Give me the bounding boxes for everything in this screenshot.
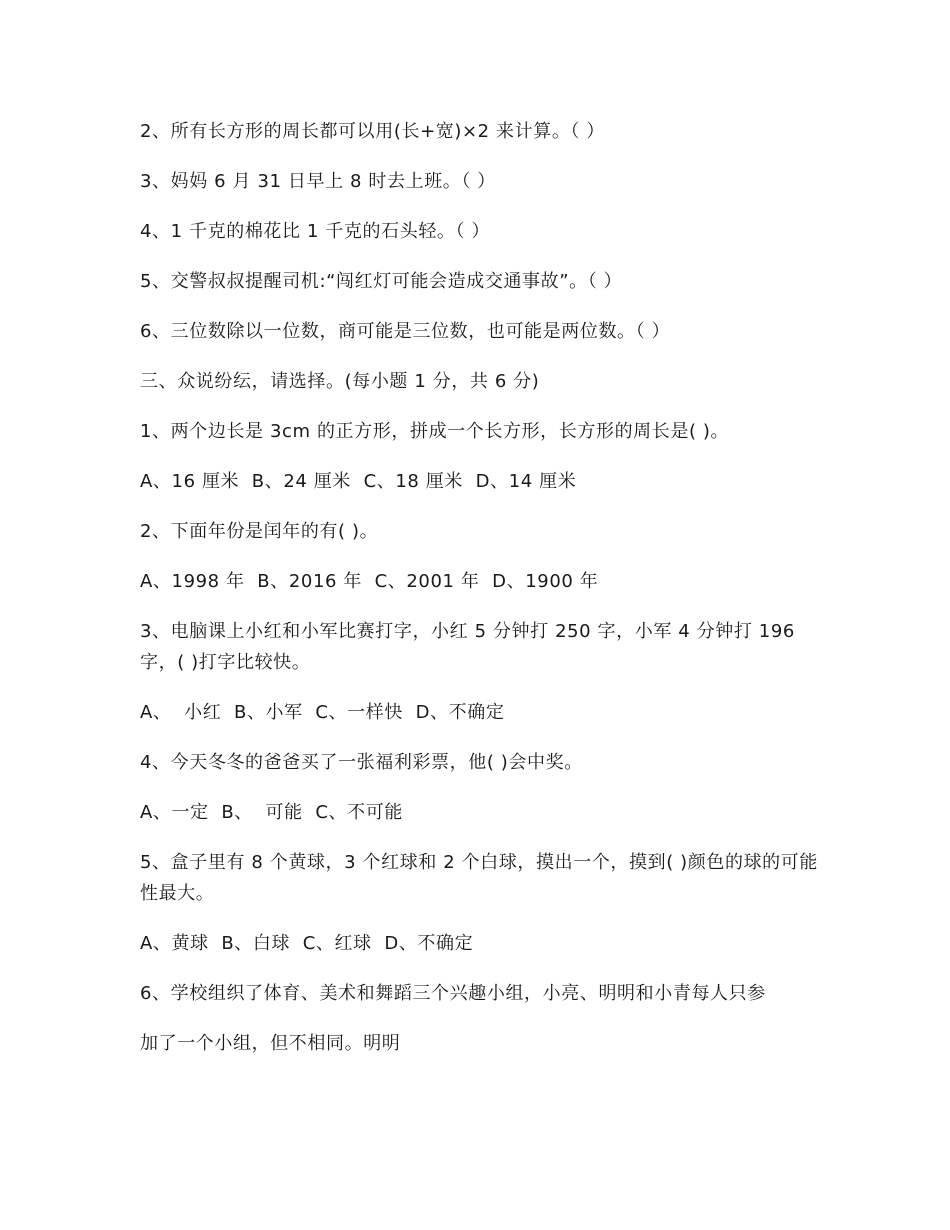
choice-options-3: A、 小红 B、小军 C、一样快 D、不确定 (140, 702, 505, 723)
choice-question-3: 3、电脑课上小红和小军比赛打字，小红 5 分钟打 250 字，小军 4 分钟打 196 字，( )打字比较快。 (140, 621, 802, 673)
choice-question-5: 5、盒子里有 8 个黄球，3 个红球和 2 个白球，摸出一个，摸到( )颜色的球的可能性最大。 (140, 852, 818, 904)
choice-options-4: A、一定 B、 可能 C、不可能 (140, 802, 403, 823)
judgement-item-6: 6、三位数除以一位数，商可能是三位数，也可能是两位数。（ ） (140, 321, 671, 342)
section-heading-choice: 三、众说纷纭，请选择。(每小题 1 分，共 6 分) (140, 371, 540, 392)
choice-question-6-continued: 加了一个小组，但不相同。明明 (140, 1033, 401, 1054)
judgement-item-5: 5、交警叔叔提醒司机:“闯红灯可能会造成交通事故”。（ ） (140, 271, 623, 292)
choice-options-5: A、黄球 B、白球 C、红球 D、不确定 (140, 933, 474, 954)
judgement-item-4: 4、1 千克的棉花比 1 千克的石头轻。（ ） (140, 221, 491, 242)
judgement-item-3: 3、妈妈 6 月 31 日早上 8 时去上班。（ ） (140, 171, 496, 192)
judgement-item-2: 2、所有长方形的周长都可以用(长+宽)×2 来计算。（ ） (140, 121, 605, 142)
choice-options-1: A、16 厘米 B、24 厘米 C、18 厘米 D、14 厘米 (140, 471, 577, 492)
choice-options-2: A、1998 年 B、2016 年 C、2001 年 D、1900 年 (140, 571, 599, 592)
choice-question-6: 6、学校组织了体育、美术和舞蹈三个兴趣小组，小亮、明明和小青每人只参 (140, 983, 766, 1004)
document-body (140, 116, 820, 1078)
choice-question-1: 1、两个边长是 3cm 的正方形，拼成一个长方形，长方形的周长是( )。 (140, 421, 730, 442)
choice-question-4: 4、今天冬冬的爸爸买了一张福利彩票，他( )会中奖。 (140, 752, 583, 773)
choice-question-2: 2、下面年份是闰年的有( )。 (140, 521, 379, 542)
